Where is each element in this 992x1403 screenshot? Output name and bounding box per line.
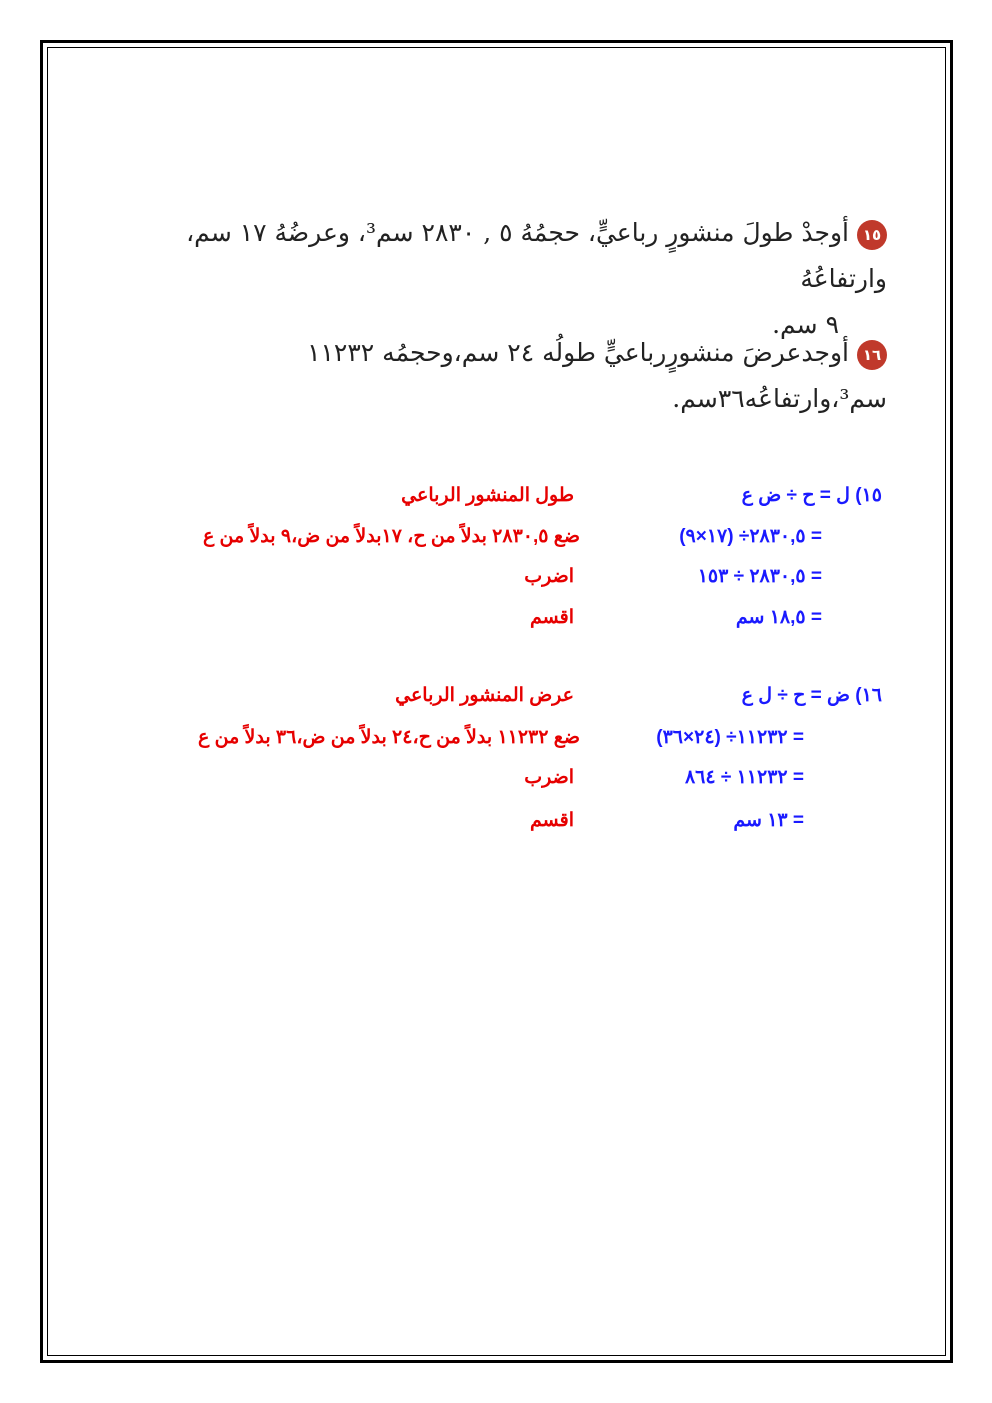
solution-16-formula: ١٦) ض = ح ÷ ل ع bbox=[741, 685, 882, 706]
solution-16-formula-note: عرض المنشور الرباعي bbox=[395, 685, 574, 706]
problem-15-text-continued: ٩ سم. bbox=[772, 310, 839, 339]
problem-15-text: أوجدْ طولَ منشورٍ رباعيٍّ، حجمُهُ ٥ , ٢٨٣٠ سم³، وعرضُهُ ١٧ سم، وارتفاعُهُ bbox=[186, 218, 887, 293]
problem-16-text: أوجدعرضَ منشورٍرباعيٍّ طولُه ٢٤ سم،وحجمُه ١١٢٣٢ سم³،وارتفاعُه٣٦سم. bbox=[307, 338, 887, 413]
solution-15-step-1: = ٢٨٣٠,٥÷ (١٧×٩) bbox=[679, 526, 822, 547]
problem-16 bbox=[87, 330, 887, 422]
solution-15-step-3: = ١٨,٥ سم bbox=[735, 607, 822, 628]
problem-15-line-1 bbox=[97, 210, 887, 302]
solution-15-step-2-note: اضرب bbox=[524, 566, 574, 587]
problem-number-badge: ١٦ bbox=[857, 340, 887, 370]
solution-16-step-1-note: ضع ١١٢٣٢ بدلاً من ح،٢٤ بدلاً من ض،٣٦ بدلاً من ع bbox=[198, 727, 580, 748]
solution-16-step-3: = ١٣ سم bbox=[733, 810, 804, 831]
solution-15-formula: ١٥) ل = ح ÷ ض ع bbox=[741, 485, 882, 506]
solution-16-step-3-note: اقسم bbox=[530, 810, 574, 831]
solution-15-step-1-note: ضع ٢٨٣٠,٥ بدلاً من ح، ١٧بدلاً من ض،٩ بدلاً من ع bbox=[202, 526, 580, 547]
solution-16-step-1: = ١١٢٣٢÷ (٢٤×٣٦) bbox=[656, 727, 804, 748]
solution-15-step-2: = ٢٨٣٠,٥ ÷ ١٥٣ bbox=[697, 566, 822, 587]
solution-16-step-2-note: اضرب bbox=[524, 767, 574, 788]
problem-15 bbox=[97, 210, 887, 348]
solution-15-formula-note: طول المنشور الرباعي bbox=[401, 485, 574, 506]
solution-15-step-3-note: اقسم bbox=[530, 607, 574, 628]
problem-number-badge: ١٥ bbox=[857, 220, 887, 250]
solution-16-step-2: = ١١٢٣٢ ÷ ٨٦٤ bbox=[684, 767, 804, 788]
